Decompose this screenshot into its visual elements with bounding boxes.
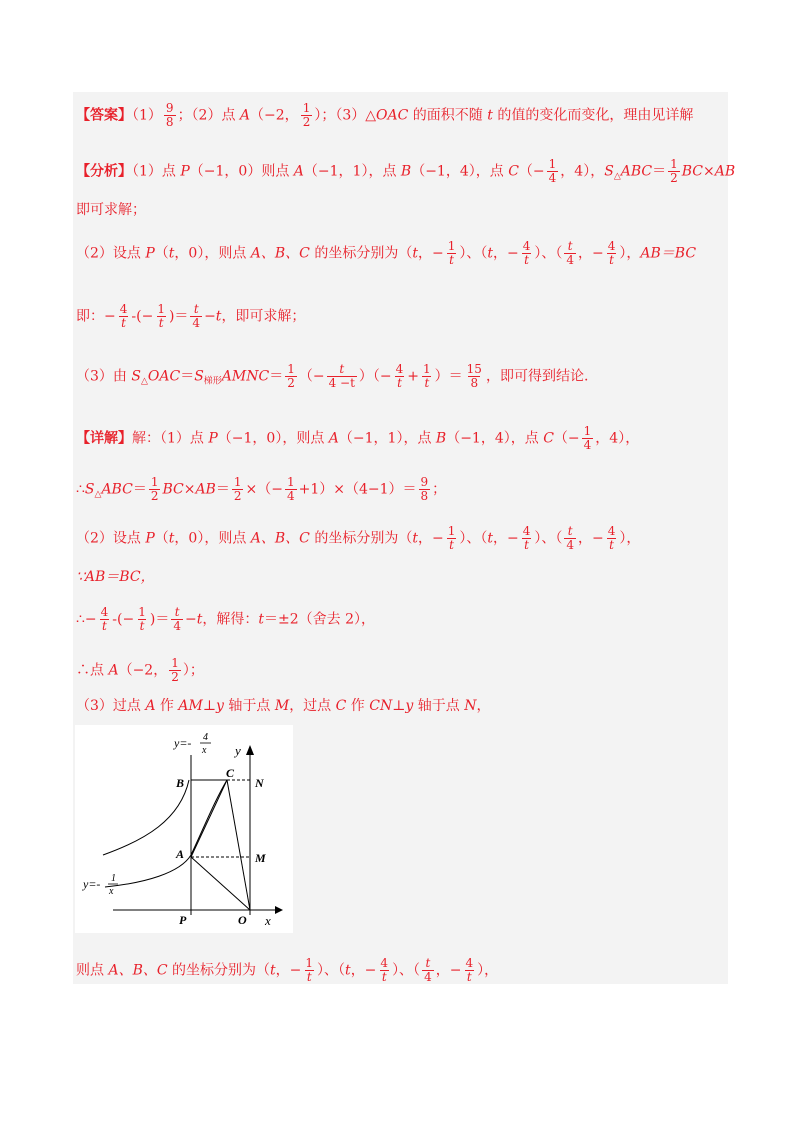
detail-line-7: （3）过点 A 作 AM⊥y 轴于点 M，过点 C 作 CN⊥y 轴于点 N， xyxy=(76,698,491,714)
fraction: $\frac{1}{t}$ xyxy=(447,239,456,267)
detail-line-5: ∴− $\frac{4}{t}$ -(− $\frac{1}{t}$ )＝ $\frac{t}{4}$ −t，解得：t＝±2（舍去 2）， xyxy=(76,605,375,633)
x-axis-arrow-icon xyxy=(275,906,283,914)
analysis-line-4: 即：− $\frac{4}{t}$ -(− $\frac{1}{t}$ )＝ $\frac{t}{4}$ −t，即可求解； xyxy=(76,302,306,330)
segment-ac xyxy=(191,780,227,857)
point-b-label: B xyxy=(176,776,185,790)
y-axis-arrow-icon xyxy=(246,745,254,755)
hyperbola-figure xyxy=(75,725,293,933)
fraction: $\frac{t}{4}$ xyxy=(424,956,432,984)
curve2-label-prefix: y=- xyxy=(83,877,101,891)
detail-line-1: 【详解】解：（1）点 P（−1，0），则点 A（−1，1），点 B（−1，4），点 C（− $\frac{1}{4}$ ，4）， xyxy=(76,424,640,452)
fraction: $\frac{4}{t}$ xyxy=(465,956,474,984)
fraction: $\frac{t}{4}$ xyxy=(566,239,575,267)
fraction: $\frac{4}{t}$ xyxy=(395,362,404,390)
fraction: $\frac{t}{4}$ xyxy=(566,524,575,552)
fraction: $\frac{1}{2}$ xyxy=(670,157,678,185)
fraction: $\frac{4}{t}$ xyxy=(607,239,616,267)
fraction: $\frac{4}{t}$ xyxy=(100,605,109,633)
segment-ao xyxy=(191,857,250,910)
fraction: $\frac{1}{4}$ xyxy=(583,424,592,452)
curve2-label-num: 1 xyxy=(111,873,116,884)
segment-co xyxy=(227,780,250,910)
fraction: $\frac{1}{4}$ xyxy=(548,157,557,185)
analysis-label: 【分析】 xyxy=(76,163,132,180)
fraction: $\frac{9}{8}$ xyxy=(165,101,174,129)
fraction: $\frac{4}{t}$ xyxy=(522,239,531,267)
axis-x-label: x xyxy=(265,913,271,928)
axis-y-label: y xyxy=(235,743,241,758)
detail-label: 【详解】 xyxy=(76,430,132,447)
fraction: $\frac{4}{t}$ xyxy=(119,302,128,330)
answer-label: 【答案】 xyxy=(76,107,132,124)
answer-line: 【答案】（1） $\frac{9}{8}$ ；（2）点 A（−2， $\frac{1}{2}$ ）；（3）△OAC 的面积不随 t 的值的变化而变化，理由见详解 xyxy=(76,101,694,129)
fraction: $\frac{15}{8}$ xyxy=(466,362,482,390)
fraction: $\frac{1}{4}$ xyxy=(286,475,295,503)
fraction: $\frac{4}{t}$ xyxy=(607,524,616,552)
fraction: $\frac{1}{t}$ xyxy=(157,302,165,330)
fraction: $\frac{t}{4}$ xyxy=(173,605,181,633)
analysis-line-5: （3）由 $S_\triangle OAC=S_{梯形}AMNC=$ $\frac{1}{2}$ （− $\frac{t}{4 -t}$ ）（− $\frac{4}{t}$ + $\frac{1}{t}$ ）＝ $\frac{15}{8}$ ，即可得到结论. xyxy=(76,362,589,390)
detail-line-2: $\therefore S_\triangle ABC=$ $\frac{1}{2}$ BC×AB＝ $\frac{1}{2}$ ×（− $\frac{1}{4}$ +1）×（4−1）＝ $\frac{9}{8}$ ； xyxy=(76,475,447,503)
detail-line-6: ∴点 A（−2， $\frac{1}{2}$ ）； xyxy=(76,656,204,684)
analysis-line-2: 即可求解； xyxy=(76,202,146,218)
point-p-label: P xyxy=(179,913,187,927)
curve-y-neg1-over-x xyxy=(105,780,227,887)
fraction: $\frac{4}{t}$ xyxy=(380,956,389,984)
fraction: $\frac{1}{2}$ xyxy=(287,362,295,390)
fraction: $\frac{t}{4 -t}$ xyxy=(328,362,355,390)
curve1-label-den: x xyxy=(202,745,207,756)
detail-line-8: 则点 A、B、C 的坐标分别为（t，− $\frac{1}{t}$ ）、（t，− $\frac{4}{t}$ ）、（ $\frac{t}{4}$ ，− $\frac{4}{t}$ ）， xyxy=(76,956,499,984)
fraction: $\frac{1}{t}$ xyxy=(447,524,456,552)
analysis-line-1: 【分析】（1）点 P（−1，0）则点 A（−1，1），点 B（−1，4），点 C（− $\frac{1}{4}$ ，4），$S_\triangle ABC=$ $\frac{1}{2}$ BC×AB xyxy=(76,157,736,185)
fraction: $\frac{1}{2}$ xyxy=(150,475,159,503)
fraction: $\frac{1}{2}$ xyxy=(302,101,311,129)
fraction: $\frac{1}{t}$ xyxy=(305,956,314,984)
fraction: $\frac{1}{2}$ xyxy=(171,656,179,684)
point-o-label: O xyxy=(238,913,247,927)
detail-line-3: （2）设点 P（t，0），则点 A、B、C 的坐标分别为（t，− $\frac{1}{t}$ ）、（t，− $\frac{4}{t}$ ）、（ $\frac{t}{4}$ ，− $\frac{4}{t}$ ）， xyxy=(76,524,641,552)
fraction: $\frac{t}{4}$ xyxy=(192,302,201,330)
curve1-label-num: 4 xyxy=(203,732,208,743)
figure-svg xyxy=(75,725,293,933)
curve2-label-den: x xyxy=(109,886,114,897)
point-m-label: M xyxy=(255,851,266,865)
point-c-label: C xyxy=(226,766,235,780)
detail-line-4: ∵AB＝BC， xyxy=(76,569,155,585)
fraction: $\frac{1}{t}$ xyxy=(138,605,146,633)
fraction: $\frac{4}{t}$ xyxy=(522,524,531,552)
curve1-label-prefix: y=- xyxy=(174,736,192,750)
point-n-label: N xyxy=(255,776,264,790)
point-a-label: A xyxy=(176,847,185,861)
analysis-line-3: （2）设点 P（t，0），则点 A、B、C 的坐标分别为（t，− $\frac{1}{t}$ ）、（t，− $\frac{4}{t}$ ）、（ $\frac{t}{4}$ ，− $\frac{4}{t}$ ），AB＝BC xyxy=(76,239,697,267)
fraction: $\frac{1}{2}$ xyxy=(233,475,242,503)
fraction: $\frac{9}{8}$ xyxy=(420,475,429,503)
fraction: $\frac{1}{t}$ xyxy=(423,362,431,390)
curve-y-neg4-over-x xyxy=(103,780,189,855)
